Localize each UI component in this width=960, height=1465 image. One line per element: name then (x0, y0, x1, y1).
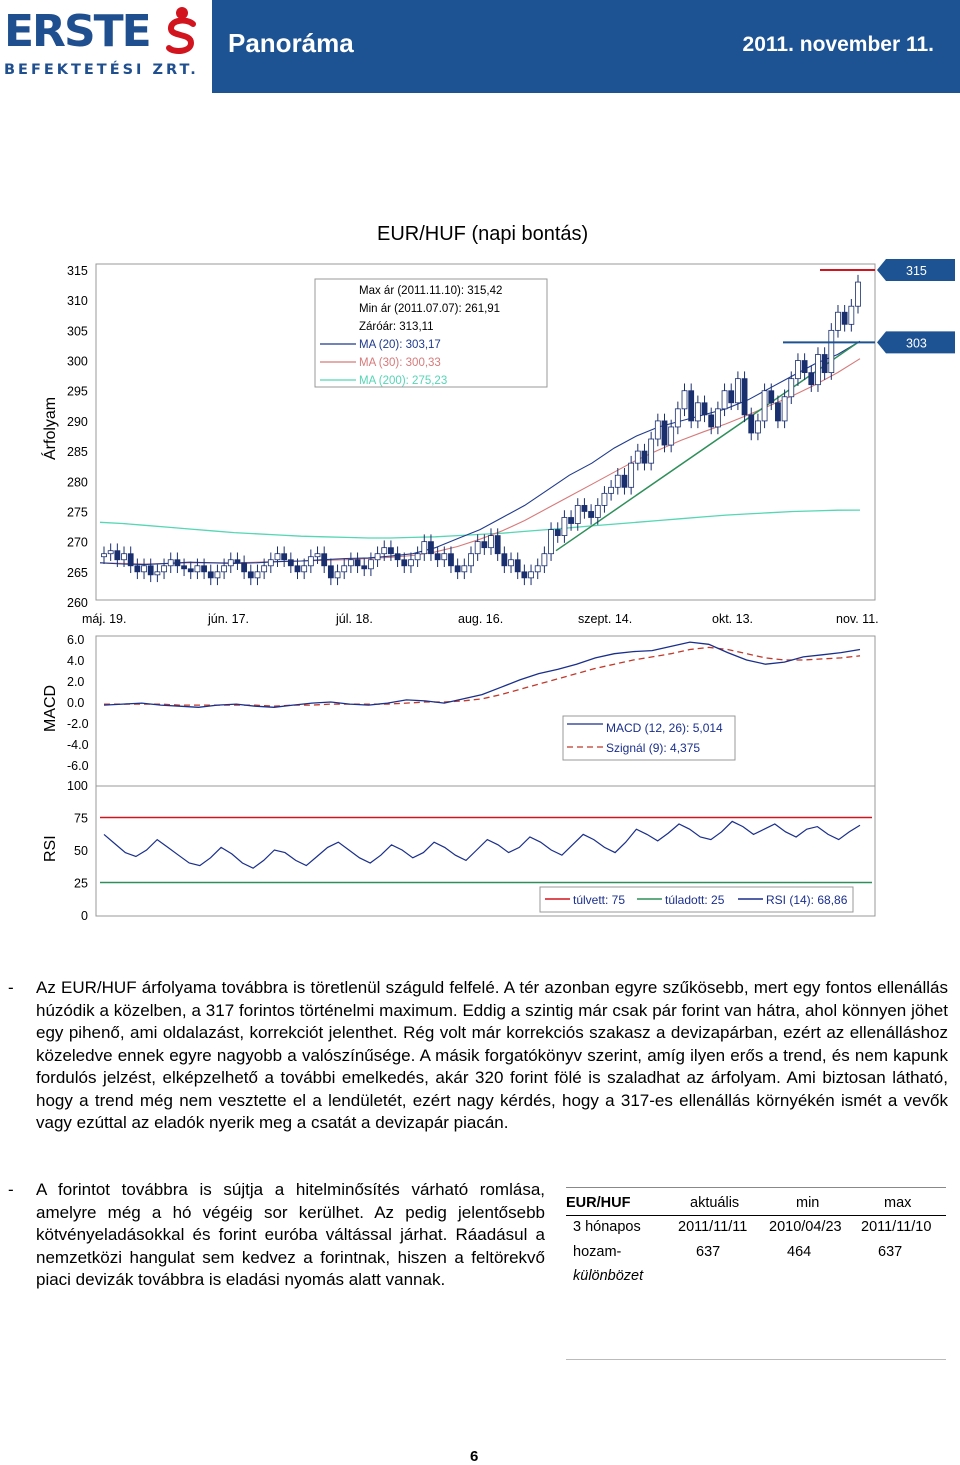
x-tick-label: szept. 14. (578, 612, 633, 626)
table-header-rule (566, 1215, 946, 1216)
candle-body (475, 542, 480, 554)
candle-body (582, 505, 587, 511)
candle-body (335, 572, 340, 578)
candle-body (102, 554, 107, 557)
price-y-axis (67, 264, 88, 610)
eurhuf-technical-chart (0, 250, 960, 940)
table-cell: különbözet (573, 1268, 644, 1284)
y-tick-label: 285 (67, 445, 88, 460)
rsi-panel (67, 779, 872, 923)
macd-y-tick: -2.0 (67, 717, 89, 731)
candle-body (856, 282, 861, 306)
table-cell: 637 (696, 1244, 721, 1260)
candle-body (382, 548, 387, 554)
table-cell: 2011/11/11 (678, 1219, 748, 1235)
candle-body (415, 554, 420, 560)
y-tick-label: 295 (67, 384, 88, 399)
candle-body (315, 554, 320, 557)
candle-body (155, 572, 160, 575)
candle-body (622, 475, 627, 487)
candle-body (128, 554, 133, 566)
candle-body (175, 560, 180, 566)
candle-body (282, 554, 287, 560)
candle-body (388, 548, 393, 554)
candle-body (495, 536, 500, 554)
publication-date: 2011. november 11. (742, 33, 934, 56)
candle-body (782, 397, 787, 421)
candle-body (602, 493, 607, 505)
candle-body (635, 451, 640, 463)
table-cell: 464 (787, 1244, 812, 1260)
candle-body (702, 403, 707, 415)
candle-body (368, 560, 373, 569)
candle-body (222, 566, 227, 572)
macd-y-tick: 6.0 (67, 633, 85, 647)
logo-subtitle: BEFEKTETÉSI ZRT. (4, 62, 199, 78)
candle-body (509, 560, 514, 566)
candle-body (402, 560, 407, 566)
candle-body (555, 530, 560, 536)
table-bottom-rule (566, 1359, 946, 1360)
table-header-max: max (884, 1195, 912, 1211)
y-tick-label: 275 (67, 505, 88, 520)
y-tick-label: 300 (67, 354, 88, 369)
paragraph-text: A forintot továbbra is sújtja a hitelminősítés várható romlása, amelyre még a hó végéig sor kerülhet. Az pedig jelentősebb kötvényeladásokkal és forint euróba váltással járhat. Ráadásul a nemzetközi hangulat sem kedvez a forintnak, hiszen a feltörekvő piaci devizák továbbra is eladási nyomás alatt vannak. (36, 1180, 545, 1289)
page-header (0, 0, 960, 93)
candle-body (162, 566, 167, 572)
page-number: 6 (470, 1448, 479, 1465)
level-markers (783, 259, 955, 353)
candle-body (715, 409, 720, 427)
erste-logo (0, 0, 212, 93)
candle-body (769, 391, 774, 403)
candle-body (195, 566, 200, 572)
candle-body (735, 379, 740, 403)
y-tick-label: 280 (67, 475, 88, 490)
candle-body (468, 554, 473, 566)
macd-legend-entry: MACD (12, 26): 5,014 (606, 721, 723, 735)
candle-body (442, 554, 447, 560)
rsi-panel-label: RSI (42, 835, 59, 862)
x-tick-label: jún. 17. (208, 612, 250, 626)
logo-text: ERSTE (4, 6, 150, 57)
candle-body (328, 566, 333, 578)
candle-body (235, 560, 240, 563)
publication-title: Panoráma (228, 28, 354, 58)
candle-body (108, 551, 113, 554)
rsi-y-tick: 0 (81, 909, 88, 923)
candle-body (642, 451, 647, 463)
candle-body (549, 530, 554, 554)
candle-body (842, 312, 847, 324)
candle-body (562, 517, 567, 535)
candle-body (142, 566, 147, 572)
candle-body (375, 554, 380, 560)
candle-body (288, 560, 293, 566)
x-tick-label: aug. 16. (458, 612, 504, 626)
candle-body (742, 379, 747, 415)
price-x-axis (82, 612, 879, 626)
candle-body (809, 373, 814, 385)
ma200-line (100, 510, 860, 538)
candle-body (215, 572, 220, 578)
candle-body (268, 560, 273, 566)
analysis-paragraph-2 (8, 1179, 545, 1292)
candle-body (802, 361, 807, 373)
y-tick-label: 260 (67, 596, 88, 610)
candle-body (408, 560, 413, 566)
candle-body (115, 551, 120, 560)
yield-spread-table (566, 1187, 946, 1362)
candle-body (529, 572, 534, 578)
candle-body (822, 355, 827, 373)
table-cell: 637 (878, 1244, 903, 1260)
candle-body (275, 554, 280, 560)
candle-body (308, 557, 313, 566)
macd-y-tick: 2.0 (67, 675, 85, 689)
level-label: 303 (906, 336, 927, 351)
table-cell: hozam- (573, 1244, 622, 1260)
candle-body (655, 421, 660, 439)
table-cell: 2011/11/10 (861, 1219, 932, 1235)
candle-body (122, 554, 127, 560)
candle-body (362, 566, 367, 569)
paragraph-text: Az EUR/HUF árfolyama továbbra is töretlenül száguld felfelé. A tér azonban egyre szűkösebb, mert egy fontos ellenállás húzódik a közelben, a 317 forintos történelmi maximum. Eddig a szintig már csak pár forint van hátra, ahol könnyen jöhet egy pihenő, ami oldalazást, korrekciót jelenthet. Rég volt már korrekciós szakasz a devizapárban, ezért az ellenálláshoz közeledve ennek egyre nagyobb a valószínűsége. A másik forgatókönyv szerint, amíg ilyen erős a trend, és nem kapunk fordulós jelzést, elképzelhető a további emelkedés, akár 320 forint fölé is szaladhat az árfolyam. Ami biztosan látható, hogy a trend még nem vesztette el a lendületét, ezért nagy kérdés, hogy a 317-es ellenállás környékén ismét a vevők vagy ezúttal az eladók nyerik meg a csatát a devizapár piacán. (36, 978, 948, 1132)
candle-body (835, 312, 840, 330)
level-label: 315 (906, 264, 927, 278)
macd-y-tick: -6.0 (67, 759, 89, 773)
candle-body (649, 439, 654, 463)
legend-entry: Max ár (2011.11.10): 315,42 (359, 285, 503, 297)
legend-entry: MA (30): 300,33 (359, 357, 441, 369)
candle-body (295, 566, 300, 572)
candle-body (675, 409, 680, 427)
candle-body (595, 505, 600, 517)
candle-body (729, 391, 734, 403)
candle-body (148, 566, 153, 575)
candle-body (522, 572, 527, 578)
rsi-line (104, 821, 860, 868)
candle-body (188, 569, 193, 572)
x-tick-label: okt. 13. (712, 612, 753, 626)
candle-body (208, 572, 213, 578)
candle-body (482, 542, 487, 548)
price-legend (315, 279, 547, 387)
y-tick-label: 305 (67, 324, 88, 339)
y-tick-label: 315 (67, 264, 88, 278)
rsi-y-tick: 25 (74, 876, 88, 891)
legend-entry: MA (20): 303,17 (359, 339, 441, 351)
candle-body (722, 391, 727, 409)
candle-body (789, 379, 794, 397)
rsi-y-tick: 75 (74, 811, 88, 826)
overbought-legend: túlvett: 75 (573, 893, 626, 907)
x-tick-label: nov. 11. (836, 612, 879, 626)
candle-body (202, 566, 207, 572)
candle-body (669, 427, 674, 445)
macd-y-tick: 0.0 (67, 696, 85, 710)
candle-body (749, 415, 754, 433)
candle-body (535, 566, 540, 572)
y-tick-label: 270 (67, 535, 88, 550)
candle-body (849, 306, 854, 324)
candle-body (422, 542, 427, 554)
candle-body (502, 554, 507, 566)
candle-body (762, 391, 767, 421)
candle-body (515, 560, 520, 572)
table-header-current: aktuális (690, 1195, 740, 1211)
macd-y-tick: 4.0 (67, 654, 85, 668)
y-tick-label: 265 (67, 565, 88, 580)
candle-body (575, 505, 580, 523)
rsi-y-tick: 100 (67, 779, 88, 793)
candle-body (262, 566, 267, 572)
macd-panel-label: MACD (42, 684, 59, 732)
candle-body (542, 554, 547, 566)
candle-body (615, 475, 620, 487)
erste-s-icon (166, 6, 196, 56)
analysis-paragraph-1 (8, 977, 948, 1135)
bullet-dash: - (8, 1180, 14, 1199)
table-top-rule (566, 1187, 946, 1188)
candle-body (755, 421, 760, 433)
header-banner (212, 0, 960, 93)
candle-body (629, 463, 634, 487)
legend-entry: MA (200): 275,23 (359, 375, 448, 387)
candle-body (348, 560, 353, 566)
bullet-dash: - (8, 978, 14, 997)
candle-body (302, 566, 307, 572)
candle-body (182, 566, 187, 569)
chart-title: EUR/HUF (napi bontás) (377, 223, 589, 245)
table-header-min: min (796, 1195, 820, 1211)
table-cell: 3 hónapos (573, 1219, 641, 1235)
macd-panel-frame (96, 636, 875, 786)
candle-body (662, 421, 667, 445)
macd-line (104, 642, 860, 707)
oversold-legend: túladott: 25 (665, 893, 725, 907)
candle-body (248, 572, 253, 578)
x-tick-label: máj. 19. (82, 612, 127, 626)
candle-body (435, 554, 440, 560)
candle-body (682, 391, 687, 409)
y-tick-label: 290 (67, 414, 88, 429)
legend-entry: Min ár (2011.07.07): 261,91 (359, 303, 501, 315)
candle-body (322, 554, 327, 566)
candle-body (462, 566, 467, 572)
candle-body (609, 487, 614, 493)
candle-body (228, 560, 233, 566)
signal-legend-entry: Szignál (9): 4,375 (606, 741, 701, 755)
table-header-pair: EUR/HUF (566, 1195, 631, 1211)
candle-body (342, 566, 347, 572)
y-tick-label: 310 (67, 294, 88, 309)
candle-body (815, 355, 820, 385)
candle-body (589, 511, 594, 517)
candle-body (709, 415, 714, 427)
candle-body (829, 330, 834, 372)
table-cell: 2010/04/23 (769, 1219, 842, 1235)
candle-body (395, 554, 400, 560)
candle-body (689, 391, 694, 421)
price-panel-label: Árfolyam (42, 396, 59, 460)
legend-entry: Záróár: 313,11 (359, 321, 434, 333)
candle-body (455, 566, 460, 572)
candle-body (135, 566, 140, 572)
candle-body (242, 563, 247, 572)
candle-body (695, 403, 700, 421)
macd-panel (67, 633, 860, 773)
candle-body (569, 517, 574, 523)
rsi-legend: RSI (14): 68,86 (766, 893, 848, 907)
candle-body (489, 536, 494, 548)
x-tick-label: júl. 18. (336, 612, 373, 626)
candle-body (428, 542, 433, 554)
candle-body (448, 554, 453, 566)
panel-labels (40, 397, 59, 862)
candle-body (355, 560, 360, 566)
candle-body (168, 560, 173, 566)
candle-body (795, 361, 800, 379)
candle-body (775, 403, 780, 421)
rsi-y-tick: 50 (74, 844, 88, 858)
macd-y-tick: -4.0 (67, 738, 89, 752)
candle-body (255, 572, 260, 578)
signal-line (104, 647, 860, 706)
